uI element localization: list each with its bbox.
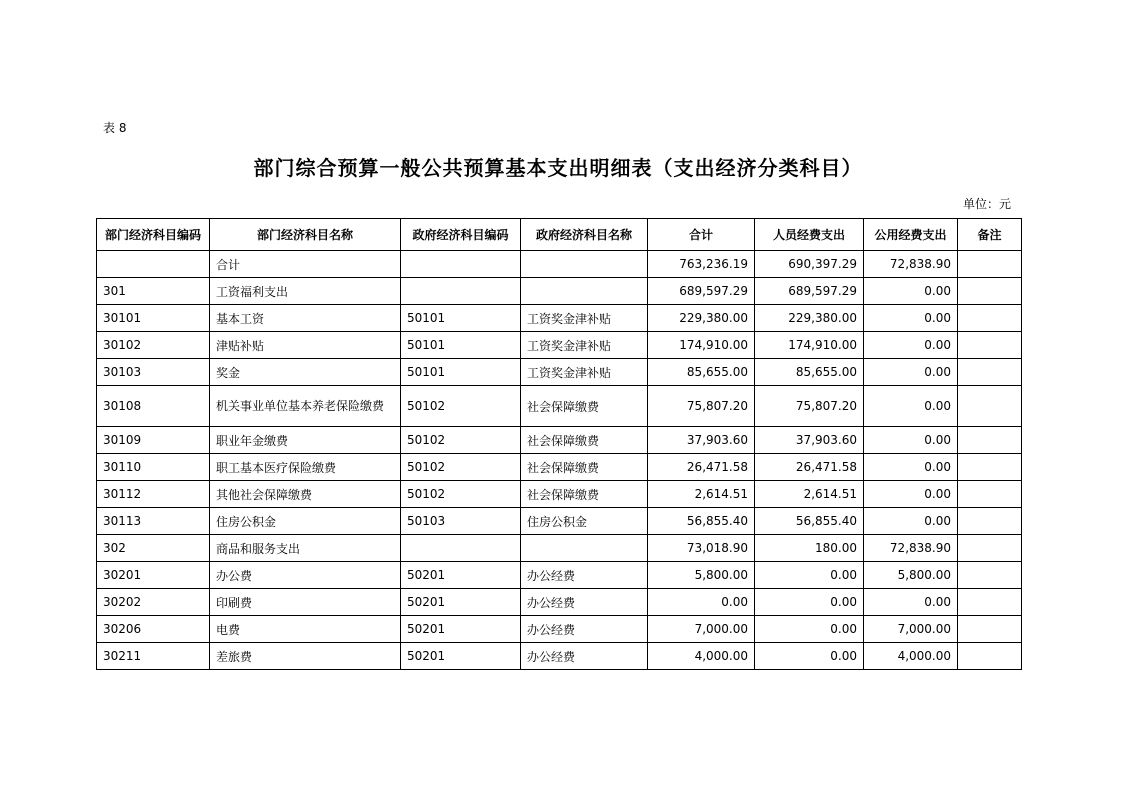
- dept-code-cell: 30206: [97, 616, 210, 643]
- dept-name-cell: 住房公积金: [210, 508, 401, 535]
- table-row: [97, 562, 1022, 589]
- dept-code-cell: 30112: [97, 481, 210, 508]
- table-number-label: 表 8: [103, 121, 127, 135]
- gov-name-cell: 办公经费: [521, 643, 648, 670]
- note-cell: [958, 386, 1022, 427]
- gov-code-cell: 50102: [401, 427, 521, 454]
- personnel-cell: 174,910.00: [755, 332, 864, 359]
- gov-name-cell: 工资奖金津补贴: [521, 359, 648, 386]
- public-cell: 0.00: [864, 332, 958, 359]
- personnel-cell: 690,397.29: [755, 251, 864, 278]
- gov-code-cell: [401, 251, 521, 278]
- gov-code-cell: 50101: [401, 332, 521, 359]
- page-title: 部门综合预算一般公共预算基本支出明细表（支出经济分类科目）: [253, 156, 863, 180]
- dept-name-cell: 职业年金缴费: [210, 427, 401, 454]
- table-row: [97, 508, 1022, 535]
- public-cell: 0.00: [864, 427, 958, 454]
- header-gov-name: 政府经济科目名称: [521, 219, 648, 251]
- gov-name-cell: 工资奖金津补贴: [521, 332, 648, 359]
- dept-name-cell: 差旅费: [210, 643, 401, 670]
- total-cell: 56,855.40: [648, 508, 755, 535]
- personnel-cell: 689,597.29: [755, 278, 864, 305]
- note-cell: [958, 508, 1022, 535]
- dept-code-cell: 302: [97, 535, 210, 562]
- gov-code-cell: 50201: [401, 589, 521, 616]
- table-row: [97, 305, 1022, 332]
- dept-name-cell: 办公费: [210, 562, 401, 589]
- total-cell: 73,018.90: [648, 535, 755, 562]
- note-cell: [958, 589, 1022, 616]
- dept-name-cell: 合计: [210, 251, 401, 278]
- gov-code-cell: 50101: [401, 359, 521, 386]
- table-row: [97, 589, 1022, 616]
- dept-name-cell: 职工基本医疗保险缴费: [210, 454, 401, 481]
- public-cell: 72,838.90: [864, 535, 958, 562]
- personnel-cell: 229,380.00: [755, 305, 864, 332]
- note-cell: [958, 535, 1022, 562]
- budget-detail-table: [96, 218, 1022, 670]
- table-row: [97, 332, 1022, 359]
- public-cell: 0.00: [864, 386, 958, 427]
- personnel-cell: 2,614.51: [755, 481, 864, 508]
- public-cell: 0.00: [864, 481, 958, 508]
- table-row: [97, 481, 1022, 508]
- total-cell: 85,655.00: [648, 359, 755, 386]
- total-cell: 7,000.00: [648, 616, 755, 643]
- gov-code-cell: 50102: [401, 454, 521, 481]
- personnel-cell: 0.00: [755, 616, 864, 643]
- personnel-cell: 0.00: [755, 643, 864, 670]
- table-body: [97, 251, 1022, 670]
- table-row: [97, 643, 1022, 670]
- total-cell: 689,597.29: [648, 278, 755, 305]
- personnel-cell: 56,855.40: [755, 508, 864, 535]
- note-cell: [958, 359, 1022, 386]
- note-cell: [958, 562, 1022, 589]
- gov-name-cell: 社会保障缴费: [521, 386, 648, 427]
- public-cell: 0.00: [864, 305, 958, 332]
- header-dept-name: 部门经济科目名称: [210, 219, 401, 251]
- personnel-cell: 180.00: [755, 535, 864, 562]
- dept-code-cell: 30113: [97, 508, 210, 535]
- total-cell: 37,903.60: [648, 427, 755, 454]
- personnel-cell: 37,903.60: [755, 427, 864, 454]
- header-personnel: 人员经费支出: [755, 219, 864, 251]
- public-cell: 72,838.90: [864, 251, 958, 278]
- gov-code-cell: 50101: [401, 305, 521, 332]
- dept-code-cell: 30201: [97, 562, 210, 589]
- dept-name-cell: 印刷费: [210, 589, 401, 616]
- gov-code-cell: 50201: [401, 562, 521, 589]
- dept-code-cell: 301: [97, 278, 210, 305]
- dept-code-cell: 30102: [97, 332, 210, 359]
- note-cell: [958, 454, 1022, 481]
- table-row: [97, 535, 1022, 562]
- gov-name-cell: 办公经费: [521, 589, 648, 616]
- total-cell: 4,000.00: [648, 643, 755, 670]
- note-cell: [958, 643, 1022, 670]
- public-cell: 5,800.00: [864, 562, 958, 589]
- gov-name-cell: 工资奖金津补贴: [521, 305, 648, 332]
- note-cell: [958, 278, 1022, 305]
- note-cell: [958, 481, 1022, 508]
- total-cell: 0.00: [648, 589, 755, 616]
- dept-name-cell: 其他社会保障缴费: [210, 481, 401, 508]
- gov-code-cell: 50102: [401, 481, 521, 508]
- gov-code-cell: 50201: [401, 616, 521, 643]
- gov-name-cell: 住房公积金: [521, 508, 648, 535]
- table-header-row: [97, 219, 1022, 251]
- public-cell: 7,000.00: [864, 616, 958, 643]
- header-gov-code: 政府经济科目编码: [401, 219, 521, 251]
- public-cell: 0.00: [864, 278, 958, 305]
- note-cell: [958, 427, 1022, 454]
- public-cell: 4,000.00: [864, 643, 958, 670]
- header-dept-code: 部门经济科目编码: [97, 219, 210, 251]
- gov-code-cell: 50103: [401, 508, 521, 535]
- dept-code-cell: [97, 251, 210, 278]
- total-cell: 763,236.19: [648, 251, 755, 278]
- public-cell: 0.00: [864, 359, 958, 386]
- table-row: [97, 386, 1022, 427]
- personnel-cell: 0.00: [755, 562, 864, 589]
- gov-name-cell: 社会保障缴费: [521, 427, 648, 454]
- gov-code-cell: 50201: [401, 643, 521, 670]
- dept-name-cell: 工资福利支出: [210, 278, 401, 305]
- dept-code-cell: 30101: [97, 305, 210, 332]
- note-cell: [958, 332, 1022, 359]
- dept-name-cell: 奖金: [210, 359, 401, 386]
- gov-name-cell: [521, 251, 648, 278]
- public-cell: 0.00: [864, 589, 958, 616]
- dept-name-cell: 基本工资: [210, 305, 401, 332]
- gov-code-cell: 50102: [401, 386, 521, 427]
- dept-code-cell: 30110: [97, 454, 210, 481]
- table-row: [97, 278, 1022, 305]
- dept-code-cell: 30211: [97, 643, 210, 670]
- public-cell: 0.00: [864, 508, 958, 535]
- total-cell: 2,614.51: [648, 481, 755, 508]
- table-row: [97, 616, 1022, 643]
- dept-code-cell: 30202: [97, 589, 210, 616]
- table-row: [97, 251, 1022, 278]
- total-cell: 5,800.00: [648, 562, 755, 589]
- header-public: 公用经费支出: [864, 219, 958, 251]
- table-row: [97, 359, 1022, 386]
- header-total: 合计: [648, 219, 755, 251]
- dept-code-cell: 30109: [97, 427, 210, 454]
- dept-code-cell: 30103: [97, 359, 210, 386]
- gov-name-cell: 社会保障缴费: [521, 481, 648, 508]
- total-cell: 229,380.00: [648, 305, 755, 332]
- header-note: 备注: [958, 219, 1022, 251]
- gov-name-cell: 社会保障缴费: [521, 454, 648, 481]
- note-cell: [958, 305, 1022, 332]
- total-cell: 26,471.58: [648, 454, 755, 481]
- note-cell: [958, 251, 1022, 278]
- dept-name-cell: 电费: [210, 616, 401, 643]
- dept-name-cell: 津贴补贴: [210, 332, 401, 359]
- unit-label: 单位：元: [962, 197, 1011, 211]
- gov-name-cell: [521, 278, 648, 305]
- personnel-cell: 85,655.00: [755, 359, 864, 386]
- public-cell: 0.00: [864, 454, 958, 481]
- dept-name-cell: 商品和服务支出: [210, 535, 401, 562]
- gov-code-cell: [401, 535, 521, 562]
- personnel-cell: 26,471.58: [755, 454, 864, 481]
- personnel-cell: 0.00: [755, 589, 864, 616]
- gov-code-cell: [401, 278, 521, 305]
- dept-name-cell: 机关事业单位基本养老保险缴费: [210, 386, 401, 427]
- table-row: [97, 454, 1022, 481]
- table-row: [97, 427, 1022, 454]
- total-cell: 174,910.00: [648, 332, 755, 359]
- gov-name-cell: 办公经费: [521, 616, 648, 643]
- dept-code-cell: 30108: [97, 386, 210, 427]
- gov-name-cell: 办公经费: [521, 562, 648, 589]
- gov-name-cell: [521, 535, 648, 562]
- personnel-cell: 75,807.20: [755, 386, 864, 427]
- total-cell: 75,807.20: [648, 386, 755, 427]
- note-cell: [958, 616, 1022, 643]
